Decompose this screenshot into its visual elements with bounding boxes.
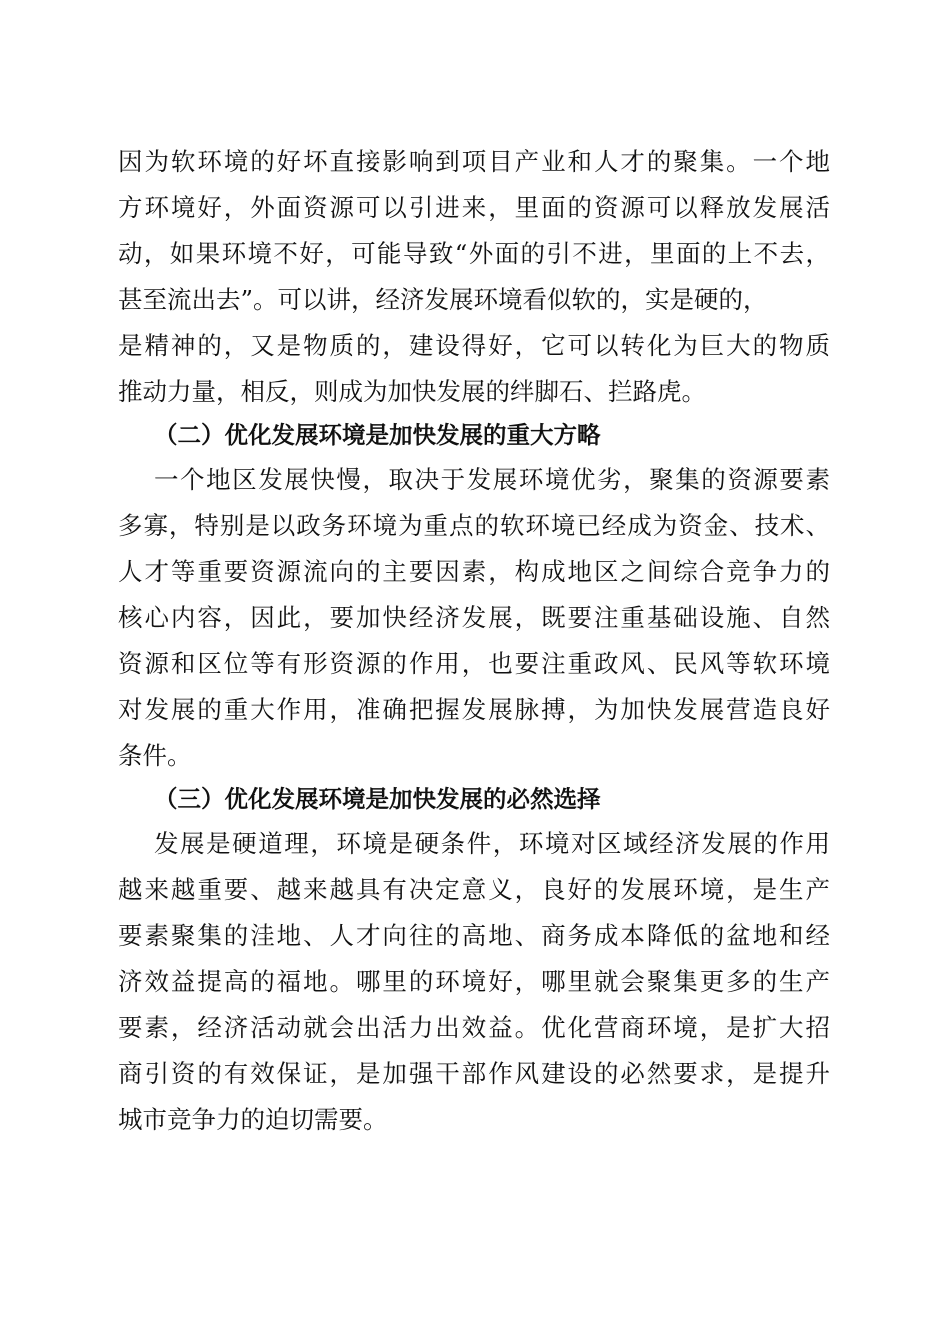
paragraph-1-line-1: 因为软环境的好坏直接影响到项目产业和人才的聚集。一个地 xyxy=(118,147,830,176)
paragraph-1-line-5: 是精神的，又是物质的，建设得好，它可以转化为巨大的物质 xyxy=(118,331,830,360)
paragraph-3-line-5: 要素，经济活动就会出活力出效益。优化营商环境，是扩大招 xyxy=(118,1013,830,1042)
section-heading-3: （三）优化发展环境是加快发展的必然选择 xyxy=(154,785,601,813)
paragraph-3-line-4: 济效益提高的福地。哪里的环境好，哪里就会聚集更多的生产 xyxy=(118,967,830,996)
paragraph-1-line-4: 甚至流出去”。可以讲，经济发展环境看似软的，实是硬的， xyxy=(118,285,768,314)
paragraph-1-line-2: 方环境好，外面资源可以引进来，里面的资源可以释放发展活 xyxy=(118,193,830,222)
paragraph-3-line-2: 越来越重要、越来越具有决定意义，良好的发展环境，是生产 xyxy=(118,875,830,904)
paragraph-2-line-1: 一个地区发展快慢，取决于发展环境优劣，聚集的资源要素 xyxy=(154,465,830,494)
paragraph-2-line-7: 条件。 xyxy=(118,741,192,770)
section-heading-2: （二）优化发展环境是加快发展的重大方略 xyxy=(154,421,601,449)
paragraph-1-line-3: 动，如果环境不好，可能导致“外面的引不进，里面的上不去， xyxy=(118,239,830,268)
paragraph-3-line-3: 要素聚集的洼地、人才向往的高地、商务成本降低的盆地和经 xyxy=(118,921,830,950)
paragraph-2-line-6: 对发展的重大作用，准确把握发展脉搏，为加快发展营造良好 xyxy=(118,695,830,724)
paragraph-3-line-1: 发展是硬道理，环境是硬条件，环境对区域经济发展的作用 xyxy=(154,829,830,858)
paragraph-2-line-3: 人才等重要资源流向的主要因素，构成地区之间综合竞争力的 xyxy=(118,557,830,586)
paragraph-3-line-6: 商引资的有效保证，是加强干部作风建设的必然要求，是提升 xyxy=(118,1059,830,1088)
paragraph-2-line-4: 核心内容，因此，要加快经济发展，既要注重基础设施、自然 xyxy=(118,603,830,632)
paragraph-3-line-7: 城市竞争力的迫切需要。 xyxy=(118,1105,388,1134)
paragraph-2-line-5: 资源和区位等有形资源的作用，也要注重政风、民风等软环境 xyxy=(118,649,830,678)
paragraph-1-line-6: 推动力量，相反，则成为加快发展的绊脚石、拦路虎。 xyxy=(118,377,706,406)
paragraph-2-line-2: 多寡，特别是以政务环境为重点的软环境已经成为资金、技术、 xyxy=(118,511,830,540)
